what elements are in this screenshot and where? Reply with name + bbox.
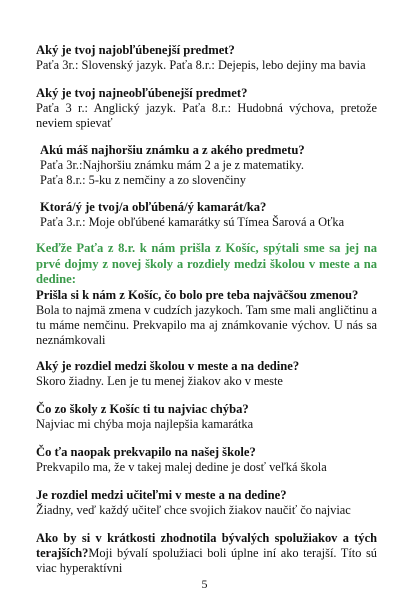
interview-question-teachers: Je rozdiel medzi učiteľmi v meste a na dedine? (36, 488, 287, 502)
interview-question-classmates: Ako by si v krátkosti zhodnotila bývalých spolužiakov a tých terajších? (36, 531, 377, 560)
question-worst-grade: Akú máš najhoršiu známku a z akého predmetu? (40, 143, 305, 157)
question-favorite-friend: Ktorá/ý je tvoj/a obľúbená/ý kamarát/ka? (40, 200, 267, 214)
question-least-favorite-subject: Aký je tvoj najneobľúbenejší predmet? (36, 86, 248, 100)
interview-answer-surprised: Prekvapilo ma, že v takej malej dedine je dosť veľká škola (36, 460, 327, 474)
interview-classmates-paragraph (36, 531, 377, 576)
answer-least-favorite-subject: Paťa 3 r.: Anglický jazyk. Paťa 8.r.: Hudobná výchova, pretože neviem spievať (36, 101, 377, 130)
interview-answer-misses-most: Najviac mi chýba moja najlepšia kamarátka (36, 417, 254, 431)
interview-answer-city-vs-village: Skoro žiadny. Len je tu menej žiakov ako v meste (36, 374, 283, 388)
answer-favorite-subject: Paťa 3r.: Slovenský jazyk. Paťa 8.r.: Dejepis, lebo dejiny ma bavia (36, 58, 366, 72)
interview-question-misses-most: Čo zo školy z Košíc ti tu najviac chýba? (36, 402, 249, 416)
answer-worst-grade-line-1: Paťa 3r.:Najhoršiu známku mám 2 a je z matematiky. (40, 158, 304, 172)
question-favorite-subject: Aký je tvoj najobľúbenejší predmet? (36, 43, 235, 57)
interview-question-biggest-change: Prišla si k nám z Košíc, čo bolo pre teba najväčšou zmenou? (36, 288, 359, 302)
interview-answer-classmates: Moji bývalí spolužiaci boli úplne iní ako terajší. Títo sú viac hyperaktívni (36, 546, 377, 575)
answer-favorite-friend: Paťa 3.r.: Moje obľúbené kamarátky sú Tímea Šarová a Oťka (40, 215, 345, 229)
interview-question-surprised: Čo ťa naopak prekvapilo na našej škole? (36, 445, 256, 459)
interview-question-city-vs-village: Aký je rozdiel medzi školou v meste a na dedine? (36, 359, 300, 373)
interview-intro: Keďže Paťa z 8.r. k nám prišla z Košíc, spýtali sme sa jej na prvé dojmy z novej školy a rozdiely medzi školou v meste a na dedine: (36, 241, 377, 286)
interview-answer-teachers: Žiadny, veď každý učiteľ chce svojich žiakov naučiť čo najviac (36, 503, 351, 517)
interview-answer-biggest-change: Bola to najmä zmena v cudzích jazykoch. Tam sme mali angličtinu a tu máme nemčinu. Prekvapilo ma aj známkovanie výchov. U nás sa neznámkovali (36, 303, 377, 347)
page-number: 5 (201, 577, 208, 591)
answer-worst-grade-line-2: Paťa 8.r.: 5-ku z nemčiny a zo slovenčiny (40, 173, 246, 187)
